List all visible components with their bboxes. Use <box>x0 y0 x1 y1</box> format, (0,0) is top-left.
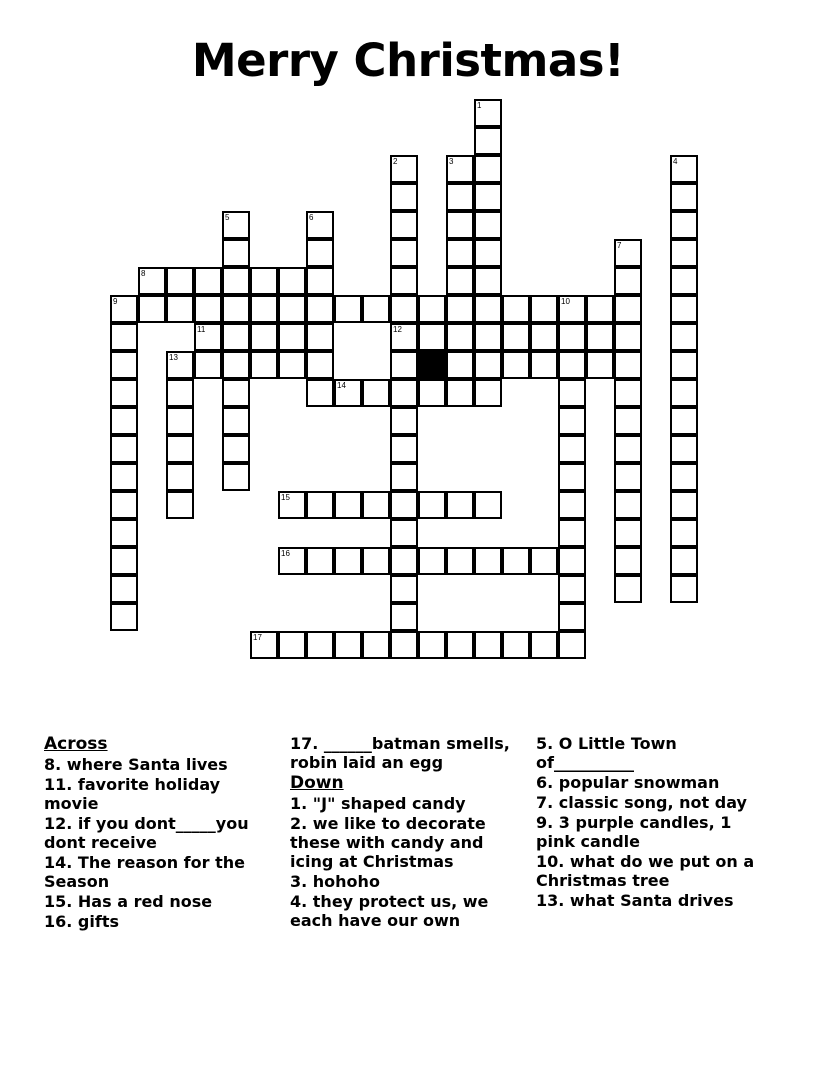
clue-across-15: 15. Has a red nose <box>44 892 213 911</box>
clue-across-16: 16. gifts <box>44 912 119 931</box>
grid-cell[interactable] <box>138 267 166 295</box>
grid-cell[interactable] <box>474 323 502 351</box>
grid-cell[interactable] <box>474 631 502 659</box>
grid-cell[interactable] <box>502 295 530 323</box>
grid-cell[interactable] <box>390 351 418 379</box>
grid-cell[interactable] <box>670 547 698 575</box>
grid-cell[interactable] <box>586 323 614 351</box>
grid-cell[interactable] <box>194 267 222 295</box>
grid-cell[interactable] <box>502 351 530 379</box>
grid-cell[interactable] <box>222 379 250 407</box>
grid-cell[interactable] <box>390 267 418 295</box>
grid-cell[interactable] <box>418 379 446 407</box>
grid-cell[interactable] <box>446 155 474 183</box>
grid-cell[interactable] <box>614 575 642 603</box>
grid-cell[interactable] <box>418 295 446 323</box>
grid-cell[interactable] <box>250 323 278 351</box>
grid-cell[interactable] <box>474 155 502 183</box>
grid-cell[interactable] <box>250 295 278 323</box>
grid-cell[interactable] <box>390 491 418 519</box>
clue-down-5: 5. O Little Town of__________ <box>536 734 677 772</box>
grid-cell[interactable] <box>390 379 418 407</box>
grid-cell[interactable] <box>110 547 138 575</box>
grid-cell[interactable] <box>166 379 194 407</box>
grid-cell[interactable] <box>334 379 362 407</box>
clue-column-3 <box>536 734 782 932</box>
grid-cell[interactable] <box>614 379 642 407</box>
crossword-grid <box>0 99 816 679</box>
grid-cell[interactable] <box>558 435 586 463</box>
clue-down-6: 6. popular snowman <box>536 773 720 792</box>
grid-cell[interactable] <box>614 491 642 519</box>
grid-cell[interactable] <box>390 407 418 435</box>
grid-cell[interactable] <box>250 267 278 295</box>
grid-cell[interactable] <box>670 295 698 323</box>
grid-cell[interactable] <box>614 463 642 491</box>
grid-cell[interactable] <box>614 435 642 463</box>
grid-cell[interactable] <box>670 463 698 491</box>
grid-cell[interactable] <box>334 631 362 659</box>
grid-cell[interactable] <box>670 491 698 519</box>
grid-cell[interactable] <box>530 547 558 575</box>
grid-cell-number: 11 <box>197 325 206 334</box>
grid-cell[interactable] <box>390 631 418 659</box>
grid-cell[interactable] <box>670 323 698 351</box>
grid-cell[interactable] <box>138 295 166 323</box>
grid-cell[interactable] <box>390 155 418 183</box>
grid-cell[interactable] <box>670 435 698 463</box>
grid-cell-number: 17 <box>253 633 262 642</box>
grid-cell-number: 8 <box>141 269 146 278</box>
grid-cell[interactable] <box>306 295 334 323</box>
grid-cell[interactable] <box>474 351 502 379</box>
grid-cell[interactable] <box>614 323 642 351</box>
grid-cell[interactable] <box>586 295 614 323</box>
grid-cell-number: 14 <box>337 381 346 390</box>
across-heading: Across <box>44 734 108 754</box>
grid-cell-number: 6 <box>309 213 314 222</box>
grid-cell[interactable] <box>418 631 446 659</box>
grid-cell[interactable] <box>502 323 530 351</box>
grid-cell[interactable] <box>474 491 502 519</box>
grid-cell[interactable] <box>110 407 138 435</box>
grid-cell[interactable] <box>278 351 306 379</box>
grid-cell[interactable] <box>278 547 306 575</box>
grid-cell[interactable] <box>670 575 698 603</box>
grid-cell[interactable] <box>278 631 306 659</box>
clue-down-2: 2. we like to decorate these with candy and icing at Christmas <box>290 814 486 871</box>
grid-cell-number: 5 <box>225 213 230 222</box>
grid-cell-number: 13 <box>169 353 178 362</box>
grid-cell[interactable] <box>390 211 418 239</box>
grid-cell[interactable] <box>390 323 418 351</box>
grid-cell-number: 3 <box>449 157 454 166</box>
grid-cell[interactable] <box>474 99 502 127</box>
grid-cell[interactable] <box>110 463 138 491</box>
grid-cell[interactable] <box>530 323 558 351</box>
grid-cell[interactable] <box>558 295 586 323</box>
grid-cell[interactable] <box>250 351 278 379</box>
grid-cell[interactable] <box>418 491 446 519</box>
grid-cell[interactable] <box>362 547 390 575</box>
grid-cell[interactable] <box>558 547 586 575</box>
grid-cell[interactable] <box>614 407 642 435</box>
grid-cell[interactable] <box>306 351 334 379</box>
grid-cell[interactable] <box>530 631 558 659</box>
grid-cell[interactable] <box>222 323 250 351</box>
grid-cell[interactable] <box>418 547 446 575</box>
grid-cell[interactable] <box>306 631 334 659</box>
grid-cell[interactable] <box>446 239 474 267</box>
grid-cell[interactable] <box>558 351 586 379</box>
clue-down-10: 10. what do we put on a Christmas tree <box>536 852 755 890</box>
grid-cell[interactable] <box>558 323 586 351</box>
grid-cell[interactable] <box>110 575 138 603</box>
grid-cell[interactable] <box>306 547 334 575</box>
grid-cell[interactable] <box>166 351 194 379</box>
grid-cell[interactable] <box>110 603 138 631</box>
grid-cell-number: 15 <box>281 493 290 502</box>
clue-down-7: 7. classic song, not day <box>536 793 747 812</box>
grid-cell[interactable] <box>614 519 642 547</box>
clue-across-12: 12. if you dont_____you dont receive <box>44 814 249 852</box>
grid-cell[interactable] <box>194 351 222 379</box>
grid-cell[interactable] <box>362 295 390 323</box>
clue-list <box>44 734 784 932</box>
grid-cell[interactable] <box>110 519 138 547</box>
grid-cell[interactable] <box>362 491 390 519</box>
grid-cell[interactable] <box>614 547 642 575</box>
grid-cell[interactable] <box>502 631 530 659</box>
grid-cell[interactable] <box>446 211 474 239</box>
grid-cell[interactable] <box>474 127 502 155</box>
grid-cell[interactable] <box>390 603 418 631</box>
grid-cell[interactable] <box>222 267 250 295</box>
clue-column-1 <box>44 734 290 932</box>
grid-cell[interactable] <box>110 379 138 407</box>
grid-cell[interactable] <box>474 379 502 407</box>
grid-cell[interactable] <box>670 351 698 379</box>
grid-cell[interactable] <box>306 267 334 295</box>
grid-cell[interactable] <box>474 239 502 267</box>
grid-cell[interactable] <box>250 631 278 659</box>
grid-cell-blocked <box>418 351 446 379</box>
clue-down-1: 1. "J" shaped candy <box>290 794 466 813</box>
grid-cell[interactable] <box>446 267 474 295</box>
grid-cell[interactable] <box>586 351 614 379</box>
grid-cell[interactable] <box>334 547 362 575</box>
grid-cell[interactable] <box>222 435 250 463</box>
grid-cell[interactable] <box>614 295 642 323</box>
grid-cell[interactable] <box>306 239 334 267</box>
grid-cell[interactable] <box>110 491 138 519</box>
grid-cell[interactable] <box>166 463 194 491</box>
grid-cell[interactable] <box>222 295 250 323</box>
grid-cell[interactable] <box>530 351 558 379</box>
grid-cell[interactable] <box>418 323 446 351</box>
grid-cell[interactable] <box>670 379 698 407</box>
grid-cell[interactable] <box>390 547 418 575</box>
grid-cell[interactable] <box>446 547 474 575</box>
grid-cell-number: 1 <box>477 101 482 110</box>
grid-cell[interactable] <box>222 211 250 239</box>
clue-across-14: 14. The reason for the Season <box>44 853 245 891</box>
grid-cell[interactable] <box>166 435 194 463</box>
grid-cell[interactable] <box>474 547 502 575</box>
grid-cell[interactable] <box>222 351 250 379</box>
grid-cell[interactable] <box>446 491 474 519</box>
grid-cell[interactable] <box>390 463 418 491</box>
grid-cell[interactable] <box>390 435 418 463</box>
grid-cell[interactable] <box>390 295 418 323</box>
clue-down-3: 3. hohoho <box>290 872 380 891</box>
grid-cell[interactable] <box>194 295 222 323</box>
grid-cell[interactable] <box>474 295 502 323</box>
page-title: Merry Christmas! <box>191 34 625 87</box>
grid-cell[interactable] <box>166 295 194 323</box>
grid-cell[interactable] <box>614 239 642 267</box>
grid-cell[interactable] <box>670 267 698 295</box>
grid-cell[interactable] <box>474 211 502 239</box>
grid-cell-number: 7 <box>617 241 622 250</box>
grid-cell[interactable] <box>446 183 474 211</box>
grid-cell[interactable] <box>558 463 586 491</box>
grid-cell[interactable] <box>278 323 306 351</box>
grid-cell[interactable] <box>110 435 138 463</box>
grid-cell[interactable] <box>166 267 194 295</box>
grid-cell[interactable] <box>362 379 390 407</box>
grid-cell[interactable] <box>166 491 194 519</box>
clue-column-2 <box>290 734 536 932</box>
grid-cell[interactable] <box>390 239 418 267</box>
down-heading: Down <box>290 773 344 793</box>
grid-cell[interactable] <box>222 407 250 435</box>
grid-cell[interactable] <box>558 603 586 631</box>
grid-cell[interactable] <box>306 211 334 239</box>
grid-cell[interactable] <box>194 323 222 351</box>
grid-cell[interactable] <box>278 491 306 519</box>
clue-down-4: 4. they protect us, we each have our own <box>290 892 489 930</box>
grid-cell-number: 4 <box>673 157 678 166</box>
grid-cell[interactable] <box>334 295 362 323</box>
grid-cell[interactable] <box>502 547 530 575</box>
grid-cell[interactable] <box>670 211 698 239</box>
grid-cell[interactable] <box>110 351 138 379</box>
clue-across-8: 8. where Santa lives <box>44 755 228 774</box>
grid-cell[interactable] <box>390 519 418 547</box>
grid-cell[interactable] <box>110 323 138 351</box>
grid-cell[interactable] <box>306 323 334 351</box>
grid-cell[interactable] <box>558 631 586 659</box>
grid-cell[interactable] <box>362 631 390 659</box>
clue-across-17: 17. ______batman smells, robin laid an egg <box>290 734 510 772</box>
grid-cell-number: 16 <box>281 549 290 558</box>
grid-cell[interactable] <box>614 267 642 295</box>
grid-cell-number: 12 <box>393 325 402 334</box>
grid-cell[interactable] <box>558 379 586 407</box>
grid-cell[interactable] <box>446 379 474 407</box>
grid-cell[interactable] <box>446 323 474 351</box>
grid-cell[interactable] <box>390 575 418 603</box>
grid-cell[interactable] <box>390 183 418 211</box>
grid-cell[interactable] <box>670 155 698 183</box>
grid-cell-number: 9 <box>113 297 118 306</box>
grid-cell[interactable] <box>446 351 474 379</box>
grid-cell[interactable] <box>446 295 474 323</box>
grid-cell-number: 10 <box>561 297 570 306</box>
grid-cell[interactable] <box>306 379 334 407</box>
grid-cell[interactable] <box>278 295 306 323</box>
grid-cell[interactable] <box>530 295 558 323</box>
grid-cell[interactable] <box>222 463 250 491</box>
grid-cell[interactable] <box>278 267 306 295</box>
grid-cell[interactable] <box>670 407 698 435</box>
grid-cell[interactable] <box>614 351 642 379</box>
clue-down-13: 13. what Santa drives <box>536 891 734 910</box>
grid-cell[interactable] <box>558 491 586 519</box>
clue-down-9: 9. 3 purple candles, 1 pink candle <box>536 813 732 851</box>
clue-across-11: 11. favorite holiday movie <box>44 775 221 813</box>
grid-cell[interactable] <box>166 407 194 435</box>
grid-cell[interactable] <box>670 519 698 547</box>
grid-cell[interactable] <box>670 239 698 267</box>
grid-cell[interactable] <box>110 295 138 323</box>
grid-cell[interactable] <box>222 239 250 267</box>
grid-cell[interactable] <box>670 183 698 211</box>
grid-cell[interactable] <box>474 267 502 295</box>
grid-cell[interactable] <box>558 407 586 435</box>
grid-cell[interactable] <box>558 575 586 603</box>
grid-cell[interactable] <box>306 491 334 519</box>
grid-cell-number: 2 <box>393 157 398 166</box>
grid-cell[interactable] <box>558 519 586 547</box>
grid-cell[interactable] <box>446 631 474 659</box>
grid-cell[interactable] <box>334 491 362 519</box>
grid-cell[interactable] <box>474 183 502 211</box>
